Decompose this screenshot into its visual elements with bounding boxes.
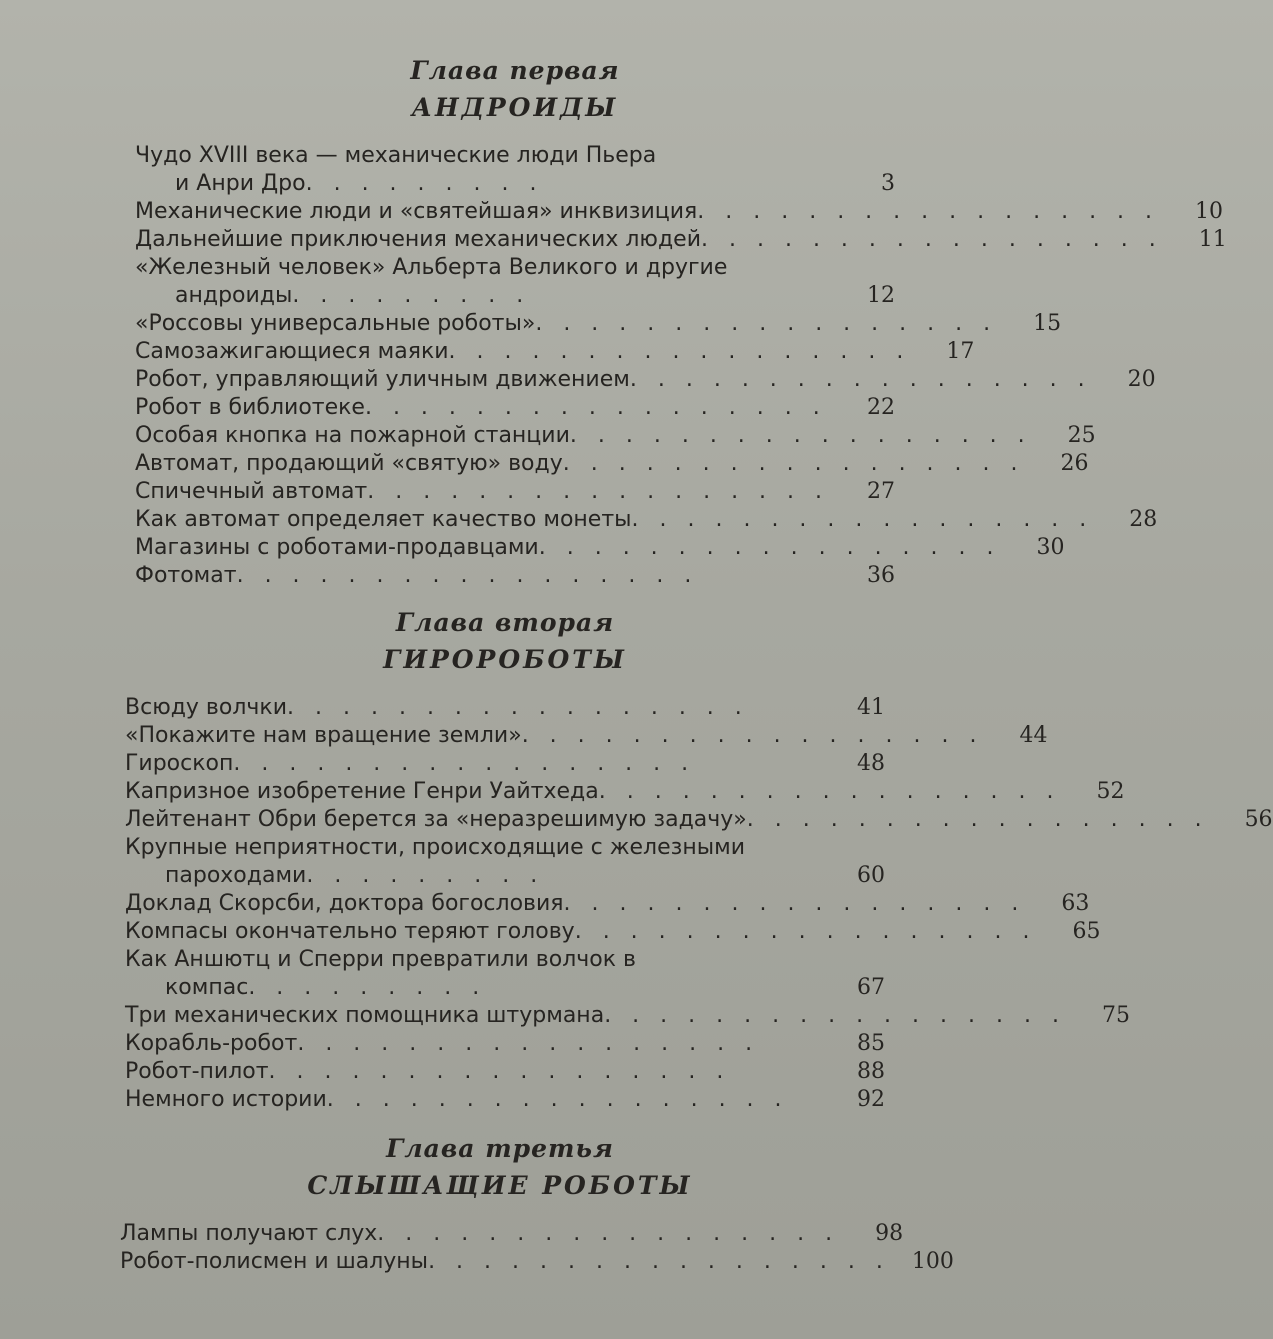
toc-page-number: 15 xyxy=(1033,311,1062,336)
toc-list xyxy=(120,1220,954,1276)
chapter-title: ГИРОРОБОТЫ xyxy=(383,645,627,674)
dot-leader: . . . . . . . . . . . . . . . . . xyxy=(746,807,1209,832)
toc-entry xyxy=(135,198,1224,226)
toc-entry-text: Доклад Скорсби, доктора богословия xyxy=(125,891,564,916)
toc-entry-title xyxy=(125,778,1067,806)
toc-entry-text: Дальнейшие приключения механических людей xyxy=(135,227,701,252)
toc-page-number: 63 xyxy=(1061,891,1090,916)
dot-leader: . . . . . . . . . xyxy=(248,975,487,1000)
toc-entry-title xyxy=(135,506,1099,534)
toc-page-number: 22 xyxy=(867,395,895,420)
toc-entry-text: Спичечный автомат xyxy=(135,479,368,504)
dot-leader: . . . . . . . . . . . . . . . . . xyxy=(428,1249,890,1274)
toc-entry-title xyxy=(135,226,1169,254)
toc-page-number: 65 xyxy=(1072,919,1101,944)
toc-entry-title xyxy=(135,394,837,422)
toc-entry-title xyxy=(135,198,1165,226)
dot-leader: . . . . . . . . . . . . . . . . . xyxy=(563,891,1026,916)
toc-entry-text: Компасы окончательно теряют голову xyxy=(125,919,575,944)
toc-page-number: 52 xyxy=(1096,779,1125,804)
dot-leader: . . . . . . . . . . . . . . . . . xyxy=(297,1031,760,1056)
dot-leader: . . . . . . . . . . . . . . . . . xyxy=(631,507,1094,532)
toc-entry-title xyxy=(135,338,916,366)
toc-page-number: 17 xyxy=(946,339,975,364)
toc-entry-text: Чудо XVIII века — механические люди Пьера xyxy=(135,143,657,168)
toc-entry-text: «Покажите нам вращение земли» xyxy=(125,723,522,748)
toc-entry xyxy=(120,1248,954,1276)
toc-entry xyxy=(125,946,885,1002)
toc-page-number: 48 xyxy=(857,751,885,776)
dot-leader: . . . . . . . . . . . . . . . . . xyxy=(604,1003,1066,1028)
toc-entry-text: Самозажигающиеся маяки xyxy=(135,339,449,364)
toc-page-number: 67 xyxy=(857,975,885,1000)
toc-entry xyxy=(125,1002,1130,1030)
toc-entry-text: Робот в библиотеке xyxy=(135,395,365,420)
toc-page-number: 60 xyxy=(857,863,885,888)
toc-entry xyxy=(125,1058,885,1086)
toc-entry xyxy=(125,1086,885,1114)
toc-entry-text: Робот-полисмен и шалуны xyxy=(120,1249,429,1274)
toc-entry-title xyxy=(120,1248,896,1276)
toc-entry-title xyxy=(135,310,1003,338)
toc-entry-title xyxy=(125,1002,1072,1030)
toc-entry-continuation-text: пароходами xyxy=(165,863,307,888)
dot-leader: . . . . . . . . . . . . . . . . . xyxy=(367,479,830,504)
toc-page-number: 41 xyxy=(857,695,885,720)
dot-leader: . . . . . . . . . . . . . . . . . xyxy=(598,779,1061,804)
toc-entry xyxy=(135,366,1156,394)
toc-page-number: 85 xyxy=(857,1031,885,1056)
chapter-2 xyxy=(115,606,1273,1114)
chapter-title: СЛЫШАЩИЕ РОБОТЫ xyxy=(307,1171,693,1200)
toc-page-number: 28 xyxy=(1129,507,1158,532)
toc-entry-text: Немного истории xyxy=(125,1087,327,1112)
toc-entry xyxy=(135,310,1062,338)
toc-entry-continuation xyxy=(135,282,831,310)
toc-entry xyxy=(135,422,1096,450)
toc-page-number: 3 xyxy=(881,171,895,196)
toc-entry xyxy=(135,254,895,310)
toc-entry-title xyxy=(125,750,827,778)
toc-entry-title xyxy=(125,1030,827,1058)
toc-entry xyxy=(125,750,885,778)
dot-leader: . . . . . . . . . . . . . . . . . xyxy=(574,919,1037,944)
toc-entry-text: «Россовы универсальные роботы» xyxy=(135,311,536,336)
toc-entry-text: Особая кнопка на пожарной станции xyxy=(135,423,570,448)
toc-page-number: 25 xyxy=(1067,423,1096,448)
toc-entry xyxy=(125,806,1273,834)
dot-leader: . . . . . . . . . . . . . . . . . xyxy=(629,367,1092,392)
toc-entry-text: Автомат, продающий «святую» воду xyxy=(135,451,563,476)
toc-page-number: 11 xyxy=(1198,227,1227,252)
toc-entry xyxy=(135,562,895,590)
toc-entry-continuation xyxy=(125,862,821,890)
dot-leader: . . . . . . . . . . . . . . . . . xyxy=(364,395,827,420)
dot-leader: . . . . . . . . . . . . . . . . . xyxy=(535,311,998,336)
dot-leader: . . . . . . . . . . . . . . . . . xyxy=(326,1087,789,1112)
toc-entry-continuation xyxy=(125,974,821,1002)
dot-leader: . . . . . . . . . xyxy=(306,863,545,888)
toc-entry-text: Лейтенант Обри берется за «неразрешимую задачу» xyxy=(125,807,747,832)
toc-entry-title xyxy=(135,254,837,310)
toc-page-number: 88 xyxy=(857,1059,885,1084)
toc-entry-title xyxy=(135,142,837,198)
toc-page-number: 56 xyxy=(1244,807,1273,832)
toc-entry-title xyxy=(125,918,1042,946)
toc-entry-text: Магазины с роботами-продавцами xyxy=(135,535,539,560)
dot-leader: . . . . . . . . . . . . . . . . . xyxy=(287,695,749,720)
toc-entry-text: «Железный человек» Альберта Великого и другие xyxy=(135,255,728,280)
toc-entry xyxy=(125,722,1048,750)
dot-leader: . . . . . . . . . xyxy=(305,171,544,196)
toc-entry xyxy=(135,142,895,198)
toc-page-number: 26 xyxy=(1060,451,1089,476)
dot-leader: . . . . . . . . . . . . . . . . . xyxy=(697,199,1160,224)
dot-leader: . . . . . . . . . . . . . . . . . xyxy=(701,227,1163,252)
toc-entry-continuation-text: и Анри Дро xyxy=(175,171,306,196)
toc-list xyxy=(125,694,1273,1114)
toc-entry-text: Механические люди и «святейшая» инквизиция xyxy=(135,199,698,224)
dot-leader: . . . . . . . . . . . . . . . . . xyxy=(569,423,1032,448)
toc-entry xyxy=(125,834,885,890)
toc-page-number: 98 xyxy=(875,1221,904,1246)
toc-entry-text: Три механических помощника штурмана xyxy=(125,1003,605,1028)
chapter-title: АНДРОИДЫ xyxy=(411,93,619,122)
dot-leader: . . . . . . . . . . . . . . . . . xyxy=(236,563,699,588)
toc-page-number: 100 xyxy=(911,1249,954,1274)
toc-entry-title xyxy=(135,450,1031,478)
toc-entry xyxy=(125,1030,885,1058)
toc-entry xyxy=(125,694,885,722)
toc-entry-title xyxy=(135,562,837,590)
toc-entry-text: Капризное изобретение Генри Уайтхеда xyxy=(125,779,599,804)
toc-entry-continuation xyxy=(135,170,831,198)
toc-entry xyxy=(135,534,1065,562)
toc-list xyxy=(135,142,1227,590)
dot-leader: . . . . . . . . . xyxy=(292,283,531,308)
chapter-label: Глава третья xyxy=(386,1134,614,1163)
toc-entry-title xyxy=(125,1086,827,1114)
toc-page-number: 36 xyxy=(867,563,895,588)
toc-entry-continuation-text: компас xyxy=(165,975,249,1000)
toc-entry-title xyxy=(125,946,827,1002)
toc-page-number: 92 xyxy=(857,1087,885,1112)
toc-entry-text: Крупные неприятности, происходящие с железными xyxy=(125,835,745,860)
toc-page-number: 12 xyxy=(867,283,895,308)
toc-entry xyxy=(135,226,1227,254)
dot-leader: . . . . . . . . . . . . . . . . . xyxy=(521,723,984,748)
toc-entry-title xyxy=(135,422,1038,450)
toc-entry-title xyxy=(125,722,989,750)
chapter-label: Глава первая xyxy=(410,56,620,85)
chapter-label: Глава вторая xyxy=(395,608,615,637)
toc-entry xyxy=(125,778,1125,806)
dot-leader: . . . . . . . . . . . . . . . . . xyxy=(562,451,1025,476)
toc-entry xyxy=(135,450,1089,478)
toc-page-number: 10 xyxy=(1195,199,1224,224)
toc-entry-title xyxy=(135,534,1007,562)
toc-page-number: 27 xyxy=(867,479,895,504)
toc-entry-text: Лампы получают слух xyxy=(120,1221,378,1246)
toc-entry-title xyxy=(125,806,1215,834)
toc-entry xyxy=(120,1220,904,1248)
toc-entry xyxy=(135,338,975,366)
chapter-3 xyxy=(120,1132,954,1276)
toc-entry-title xyxy=(120,1220,845,1248)
toc-entry-text: Робот, управляющий уличным движением xyxy=(135,367,630,392)
toc-entry-continuation-text: андроиды xyxy=(175,283,293,308)
toc-entry-title xyxy=(125,1058,827,1086)
chapter-1 xyxy=(105,54,1227,590)
toc-entry-title xyxy=(135,478,837,506)
toc-entry xyxy=(125,890,1090,918)
dot-leader: . . . . . . . . . . . . . . . . . xyxy=(538,535,1001,560)
toc-entry xyxy=(135,506,1158,534)
toc-page-number: 44 xyxy=(1019,723,1048,748)
dot-leader: . . . . . . . . . . . . . . . . . xyxy=(268,1059,731,1084)
toc-entry xyxy=(135,394,895,422)
toc-entry-title xyxy=(125,694,827,722)
toc-entry-title xyxy=(135,366,1098,394)
toc-entry-text: Фотомат xyxy=(135,563,237,588)
toc-entry xyxy=(125,918,1101,946)
toc-page-number: 20 xyxy=(1127,367,1156,392)
toc-entry-title xyxy=(125,834,827,890)
dot-leader: . . . . . . . . . . . . . . . . . xyxy=(448,339,911,364)
toc-entry-text: Как Аншютц и Сперри превратили волчок в xyxy=(125,947,636,972)
toc-entry xyxy=(135,478,895,506)
toc-page-number: 75 xyxy=(1101,1003,1130,1028)
toc-entry-text: Гироскоп xyxy=(125,751,234,776)
dot-leader: . . . . . . . . . . . . . . . . . xyxy=(233,751,696,776)
toc-entry-text: Как автомат определяет качество монеты xyxy=(135,507,632,532)
toc-entry-text: Корабль-робот xyxy=(125,1031,298,1056)
toc-entry-text: Всюду волчки xyxy=(125,695,288,720)
dot-leader: . . . . . . . . . . . . . . . . . xyxy=(377,1221,840,1246)
toc-entry-title xyxy=(125,890,1031,918)
toc-entry-text: Робот-пилот xyxy=(125,1059,269,1084)
toc-page-number: 30 xyxy=(1036,535,1065,560)
